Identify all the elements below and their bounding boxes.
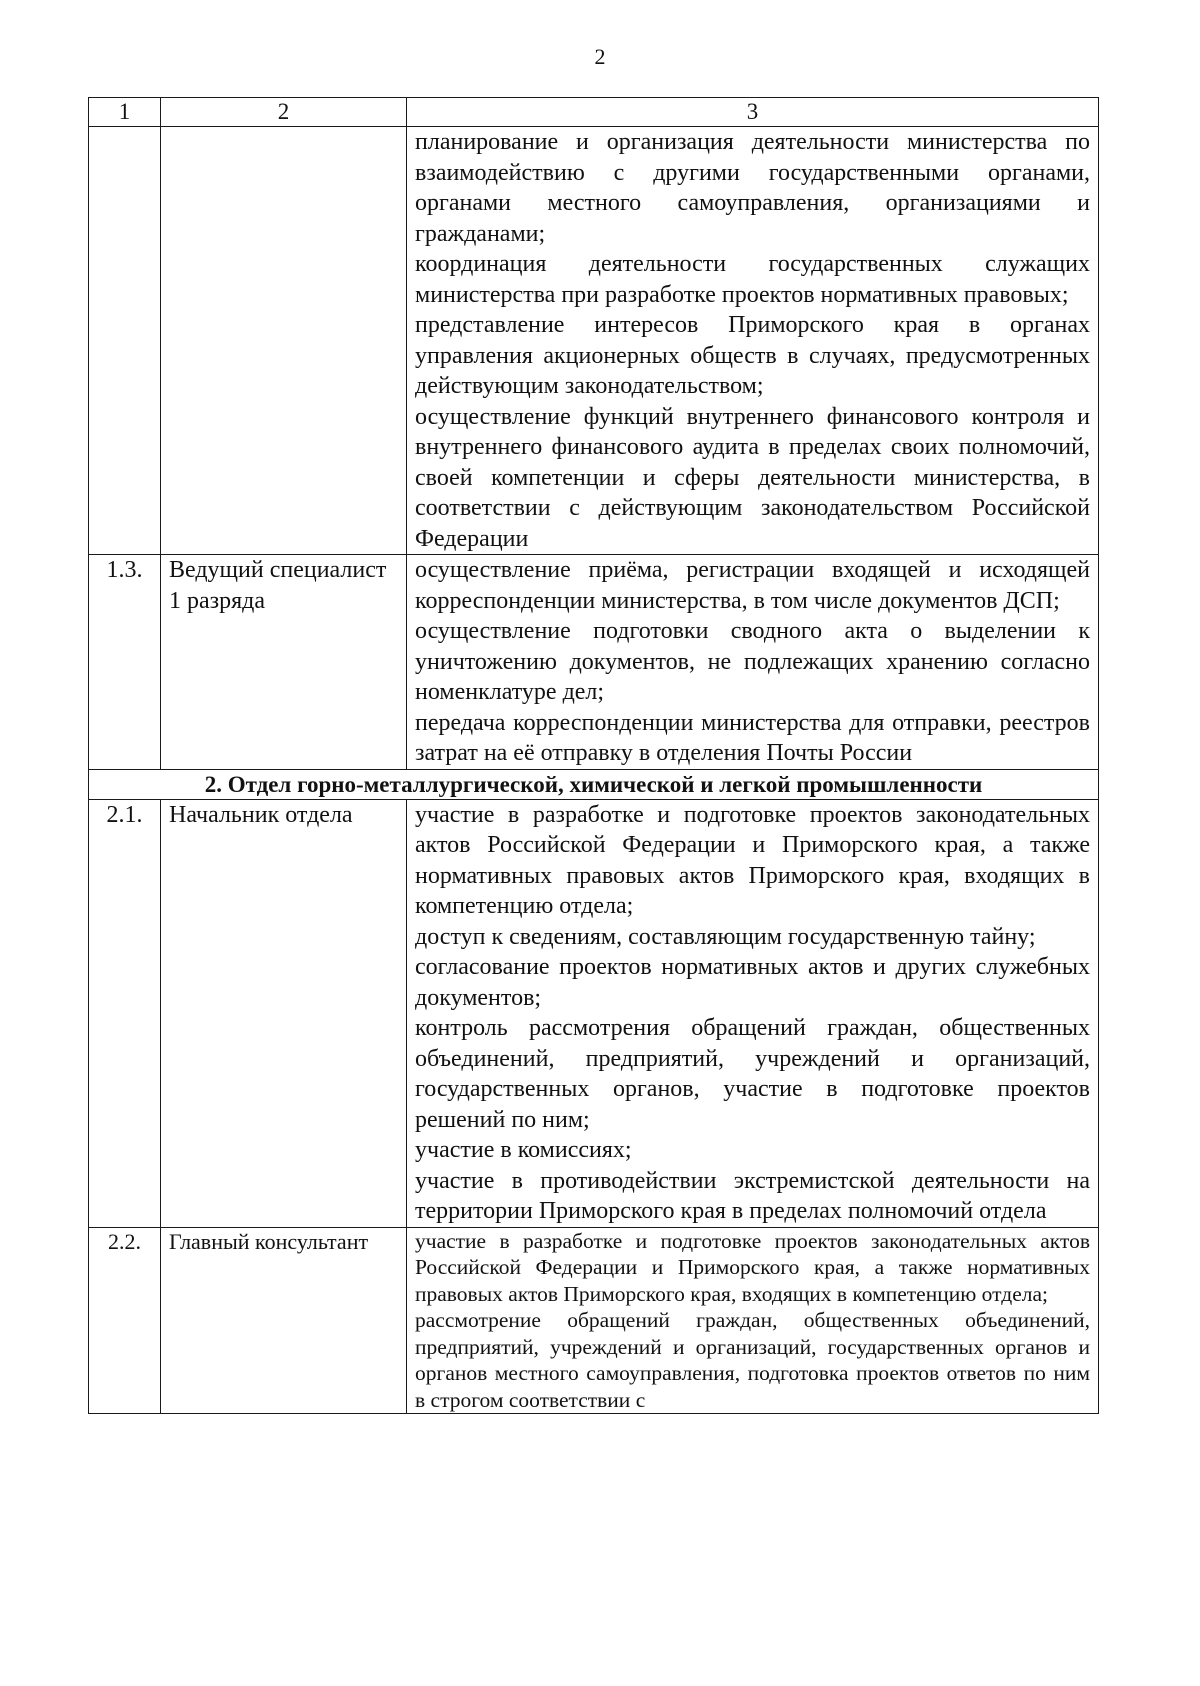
table-header-row <box>89 98 1099 127</box>
row-number <box>89 127 161 555</box>
duty-item: осуществление подготовки сводного акта о выделении к уничтожению документов, не подлежащих хранению согласно номенклатуре дел; <box>415 618 1090 705</box>
duties-cell <box>407 1227 1099 1414</box>
row-number: 2.2. <box>89 1227 161 1414</box>
row-number: 2.1. <box>89 799 161 1227</box>
duty-item: согласование проектов нормативных актов и других служебных документов; <box>415 954 1090 1011</box>
duty-item: участие в противодействии экстремистской деятельности на территории Приморского края в пределах полномочий отдела <box>415 1167 1090 1224</box>
row-number: 1.3. <box>89 555 161 770</box>
page-number: 2 <box>594 44 606 69</box>
section-title: 2. Отдел горно-металлургической, химической и легкой промышленности <box>89 769 1099 799</box>
table-row <box>89 799 1099 1227</box>
column-header-1: 1 <box>89 98 161 127</box>
position-title: Главный консультант <box>161 1227 407 1414</box>
duty-item: представление интересов Приморского края в органах управления акционерных обществ в случаях, предусмотренных действующим законодательством; <box>415 312 1090 399</box>
duty-item: передача корреспонденции министерства для отправки, реестров затрат на её отправку в отделения Почты России <box>415 709 1090 766</box>
duties-cell <box>407 799 1099 1227</box>
table-row <box>89 127 1099 555</box>
position-title: Начальник отдела <box>161 799 407 1227</box>
duty-item: контроль рассмотрения обращений граждан, общественных объединений, предприятий, учреждений и организаций, государственных органов, участие в подготовке проектов решений по ним; <box>415 1015 1090 1133</box>
table-row <box>89 1227 1099 1414</box>
section-row <box>89 769 1099 799</box>
position-title: Ведущий специалист 1 разряда <box>161 555 407 770</box>
duty-item: участие в разработке и подготовке проектов законодательных актов Российской Федерации и Приморского края, а также нормативных правовых актов Приморского края, входящих в компетенцию отдела; <box>415 1228 1090 1306</box>
duty-item: планирование и организация деятельности министерства по взаимодействию с другими государственными органами, органами местного самоуправления, организациями и гражданами; <box>415 129 1090 247</box>
position-title <box>161 127 407 555</box>
duty-item: осуществление функций внутреннего финансового контроля и внутреннего финансового аудита в пределах своих полномочий, своей компетенции и сферы деятельности министерства, в соответствии с действующим законодательством Российской Федерации <box>415 403 1090 552</box>
duties-cell <box>407 555 1099 770</box>
column-header-3: 3 <box>407 98 1099 127</box>
duty-item: доступ к сведениям, составляющим государственную тайну; <box>415 923 1036 950</box>
duties-table <box>88 97 1099 1414</box>
duties-cell <box>407 127 1099 555</box>
duty-item: участие в комиссиях; <box>415 1137 632 1163</box>
table-row <box>89 555 1099 770</box>
duty-item: участие в разработке и подготовке проектов законодательных актов Российской Федерации и Приморского края, а также нормативных правовых актов Приморского края, входящих в компетенцию отдела; <box>415 801 1090 919</box>
duty-item: рассмотрение обращений граждан, общественных объединений, предприятий, учреждений и организаций, государственных органов и органов местного самоуправления, подготовка проектов ответов по ним в строгом соответствии с <box>415 1308 1090 1412</box>
column-header-2: 2 <box>161 98 407 127</box>
duty-item: координация деятельности государственных служащих министерства при разработке проектов нормативных правовых; <box>415 251 1090 308</box>
duty-item: осуществление приёма, регистрации входящей и исходящей корреспонденции министерства, в том числе документов ДСП; <box>415 557 1090 614</box>
